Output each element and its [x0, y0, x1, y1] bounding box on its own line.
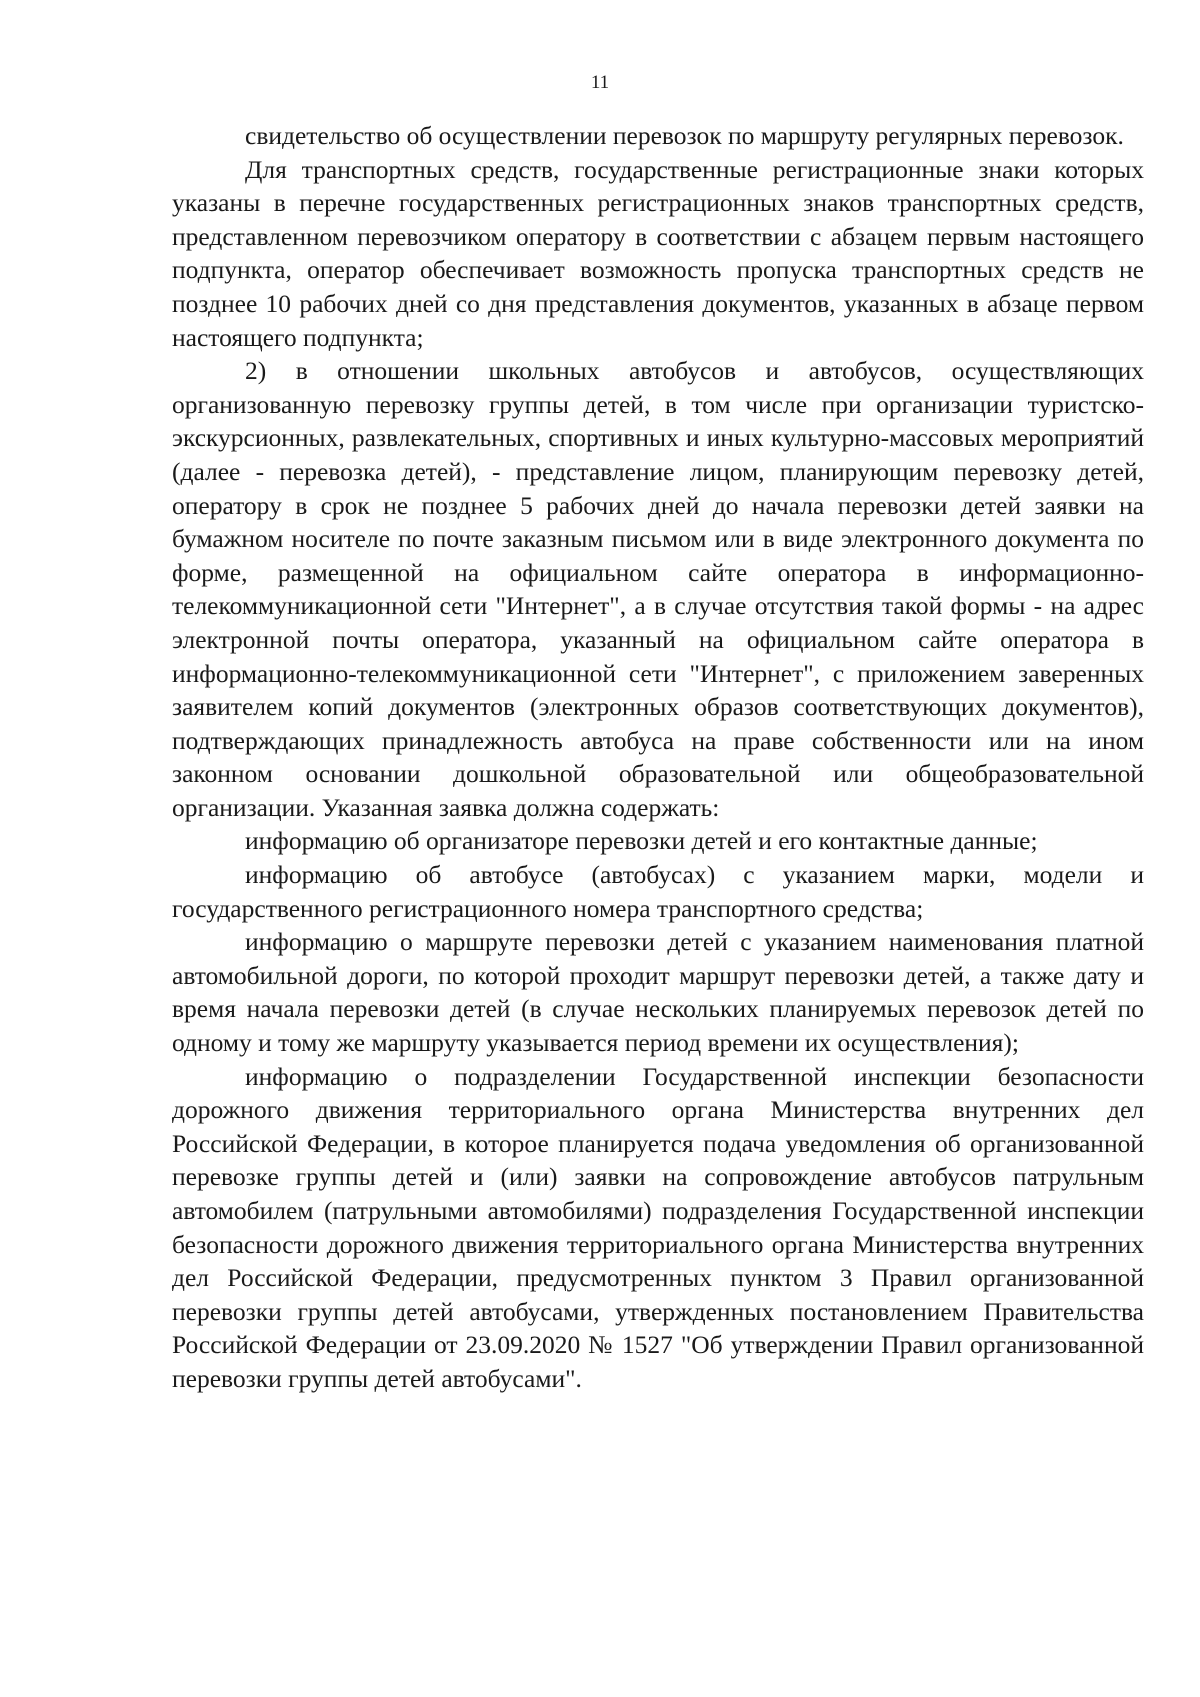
page-number: 11	[590, 72, 610, 93]
document-body	[172, 119, 1144, 1396]
paragraph-school-buses: 2) в отношении школьных автобусов и автобусов, осуществляющих организованную перевозку группы детей, в том числе при организации туристско-экскурсионных, развлекательных, спортивных и иных культурно-массовых мероприятий (далее - перевозка детей), - представление лицом, планирующим перевозку детей, оператору в срок не позднее 5 рабочих дней до начала перевозки детей заявки на бумажном носителе по почте заказным письмом или в виде электронного документа по форме, размещенной на официальном сайте оператора в информационно-телекоммуникационной сети "Интернет", а в случае отсутствия такой формы - на адрес электронной почты оператора, указанный на официальном сайте оператора в информационно-телекоммуникационной сети "Интернет", с приложением заверенных заявителем копий документов (электронных образов соответствующих документов), подтверждающих принадлежность автобуса на праве собственности или на ином законном основании дошкольной образовательной или общеобразовательной организации. Указанная заявка должна содержать:	[172, 356, 1144, 822]
paragraph-organizer-info: информацию об организаторе перевозки детей и его контактные данные;	[245, 826, 1038, 856]
paragraph-bus-info: информацию об автобусе (автобусах) с указанием марки, модели и государственного регистрационного номера транспортного средства;	[172, 860, 1144, 923]
paragraph-route-info: информацию о маршруте перевозки детей с указанием наименования платной автомобильной дороги, по которой проходит маршрут перевозки детей, а также дату и время начала перевозки детей (в случае нескольких планируемых перевозок детей по одному и тому же маршруту указывается период времени их осуществления);	[172, 927, 1144, 1058]
paragraph-continuation: свидетельство об осуществлении перевозок по маршруту регулярных перевозок.	[245, 121, 1124, 150]
paragraph-vehicle-pass: Для транспортных средств, государственные регистрационные знаки которых указаны в перечне государственных регистрационных знаков транспортных средств, представленном перевозчиком оператору в соответствии с абзацем первым настоящего подпункта, оператор обеспечивает возможность пропуска транспортных средств не позднее 10 рабочих дней со дня представления документов, указанных в абзаце первом настоящего подпункта;	[172, 154, 1144, 352]
paragraph-traffic-inspection-info: информацию о подразделении Государственной инспекции безопасности дорожного движения территориального органа Министерства внутренних дел Российской Федерации, в которое планируется подача уведомления об организованной перевозке группы детей и (или) заявки на сопровождение автобусов патрульным автомобилем (патрульными автомобилями) подразделения Государственной инспекции безопасности дорожного движения территориального органа Министерства внутренних дел Российской Федерации, предусмотренных пунктом 3 Правил организованной перевозки группы детей автобусами, утвержденных постановлением Правительства Российской Федерации от 23.09.2020 № 1527 "Об утверждении Правил организованной перевозки группы детей автобусами".	[172, 1061, 1144, 1393]
